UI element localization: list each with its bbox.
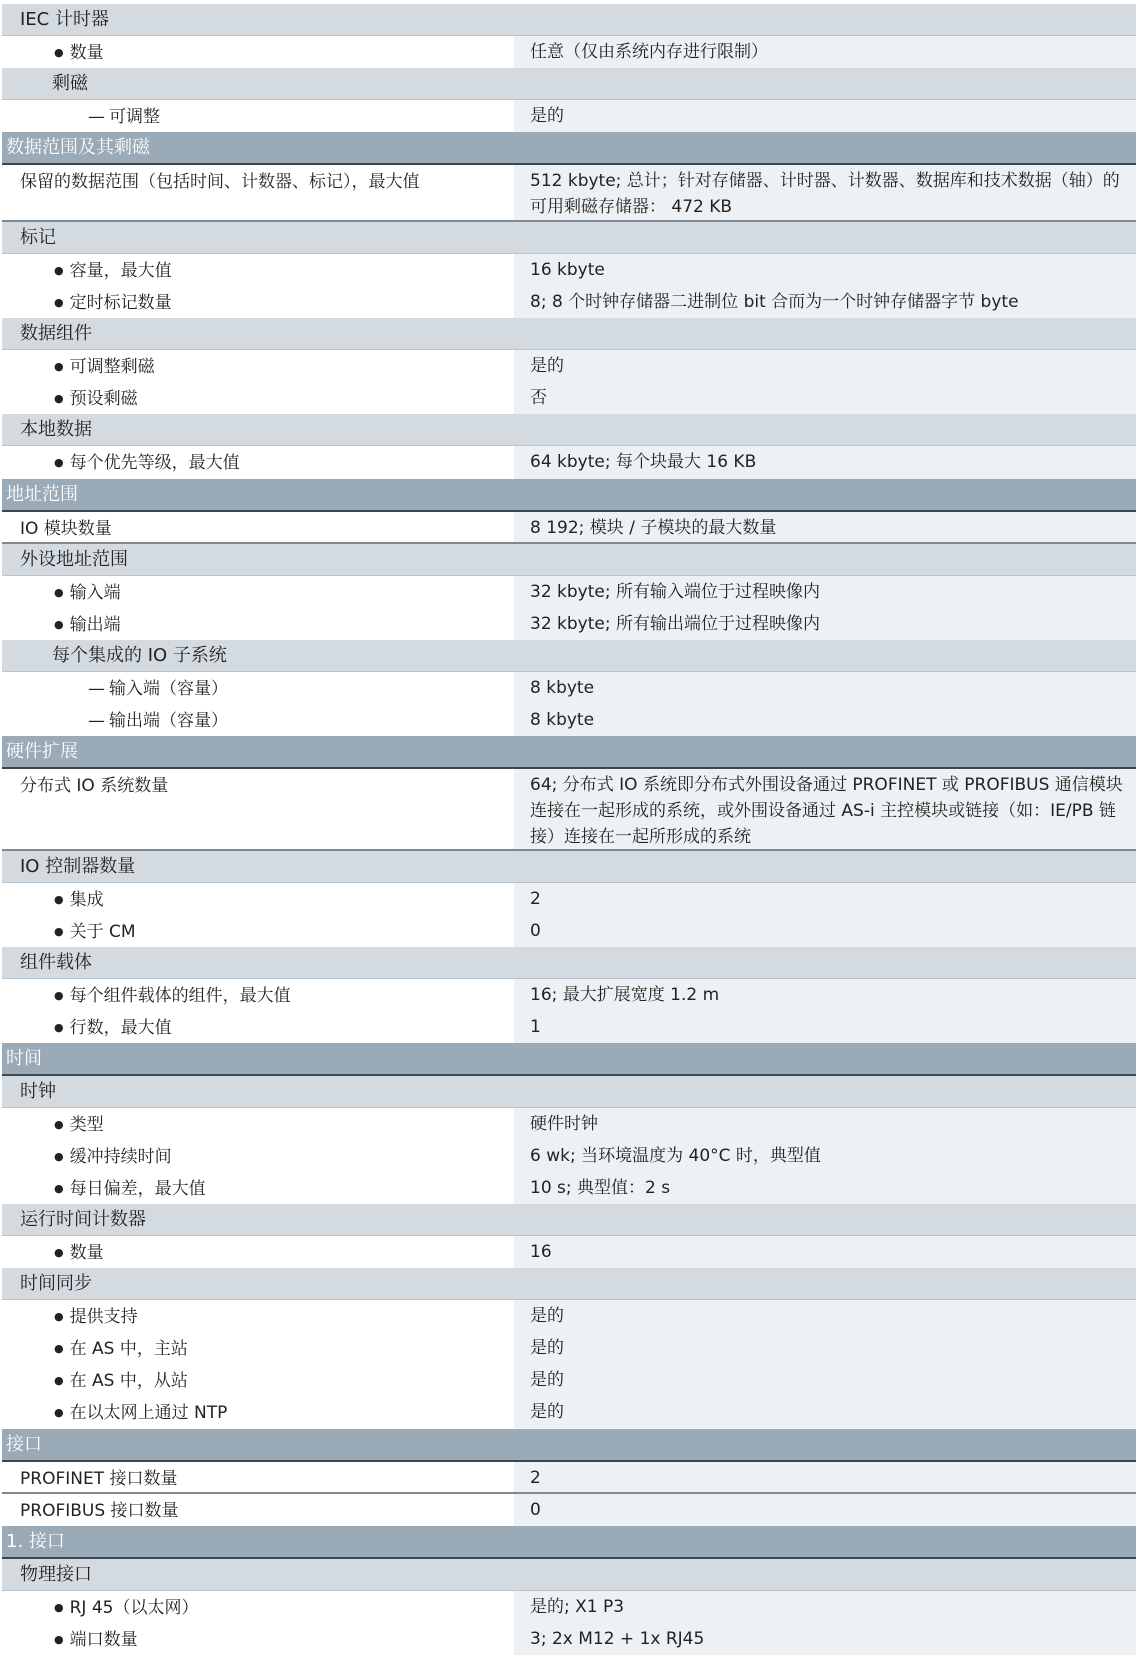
table-row — [2, 165, 1136, 222]
section-header — [2, 1043, 1136, 1076]
spec-value: 是的 — [514, 1396, 1136, 1429]
spec-value: 512 kbyte; 总计；针对存储器、计时器、计数器、数据库和技术数据（轴）的可用剩磁存储器： 472 KB — [514, 165, 1136, 220]
table-row — [2, 36, 1136, 68]
spec-value: 6 wk; 当环境温度为 40°C 时，典型值 — [514, 1140, 1136, 1172]
table-row — [2, 1462, 1136, 1494]
table-row — [2, 576, 1136, 608]
label-text: ● 数量 — [54, 43, 104, 63]
table-row — [2, 1332, 1136, 1364]
spec-label — [2, 286, 514, 318]
spec-value: 10 s; 典型值：2 s — [514, 1172, 1136, 1204]
spec-value: 32 kbyte; 所有输出端位于过程映像内 — [514, 608, 1136, 640]
spec-value: 8; 8 个时钟存储器二进制位 bit 合而为一个时钟存储器字节 byte — [514, 286, 1136, 318]
group-header — [2, 544, 1136, 576]
header-label — [2, 1562, 92, 1588]
spec-label — [2, 1494, 514, 1526]
header-label — [2, 547, 128, 573]
label-text: ● 可调整剩磁 — [54, 357, 155, 377]
spec-table — [2, 0, 1136, 1655]
label-text: IO 模块数量 — [20, 519, 112, 539]
spec-label — [2, 1332, 514, 1364]
table-row — [2, 1236, 1136, 1268]
table-row — [2, 769, 1136, 851]
spec-value: 2 — [514, 1462, 1136, 1492]
spec-label — [2, 576, 514, 608]
spec-label — [2, 883, 514, 915]
label-text: ● 每个组件载体的组件，最大值 — [54, 986, 291, 1006]
table-row — [2, 1623, 1136, 1655]
spec-label — [2, 254, 514, 286]
label-text: 硬件扩展 — [6, 740, 78, 762]
label-text: 运行时间计数器 — [20, 1208, 146, 1230]
table-row — [2, 100, 1136, 132]
label-text: — 输出端（容量） — [88, 711, 228, 731]
spec-label — [2, 512, 514, 542]
spec-value: 任意（仅由系统内存进行限制） — [514, 36, 1136, 68]
table-row — [2, 1494, 1136, 1526]
label-text: PROFINET 接口数量 — [20, 1469, 178, 1489]
label-text: 时间 — [6, 1047, 42, 1069]
table-row — [2, 1300, 1136, 1332]
spec-label — [2, 608, 514, 640]
table-row — [2, 608, 1136, 640]
table-row — [2, 915, 1136, 947]
group-header — [2, 1559, 1136, 1591]
spec-value: 2 — [514, 883, 1136, 915]
spec-value: 是的; X1 P3 — [514, 1591, 1136, 1623]
spec-value: 8 192; 模块 / 子模块的最大数量 — [514, 512, 1136, 542]
label-text: ● 端口数量 — [54, 1630, 138, 1650]
spec-label — [2, 1300, 514, 1332]
header-label — [2, 1271, 92, 1297]
table-row — [2, 1108, 1136, 1140]
label-text: ● 行数，最大值 — [54, 1018, 172, 1038]
group-header — [2, 947, 1136, 979]
header-label — [2, 1079, 56, 1105]
spec-value: 1 — [514, 1011, 1136, 1043]
label-text: 保留的数据范围（包括时间、计数器、标记），最大值 — [20, 172, 420, 192]
label-text: ● 在以太网上通过 NTP — [54, 1403, 227, 1423]
group-header — [2, 1268, 1136, 1300]
label-text: IEC 计时器 — [20, 8, 109, 30]
label-text: ● 数量 — [54, 1243, 104, 1263]
label-text: 地址范围 — [6, 483, 78, 505]
label-text: ● 定时标记数量 — [54, 293, 172, 313]
label-text: ● 每个优先等级，最大值 — [54, 453, 240, 473]
section-header — [2, 132, 1136, 165]
spec-label — [2, 36, 514, 68]
header-label — [2, 1529, 65, 1555]
label-text: — 可调整 — [88, 107, 160, 127]
label-text: ● RJ 45（以太网） — [54, 1598, 198, 1618]
group-header — [2, 222, 1136, 254]
label-text: ● 每日偏差，最大值 — [54, 1179, 206, 1199]
table-row — [2, 1172, 1136, 1204]
label-text: 1. 接口 — [6, 1530, 65, 1552]
label-text: 标记 — [20, 226, 56, 248]
section-header — [2, 479, 1136, 512]
spec-value: 32 kbyte; 所有输入端位于过程映像内 — [514, 576, 1136, 608]
label-text: — 输入端（容量） — [88, 679, 228, 699]
table-row — [2, 350, 1136, 382]
group-header — [2, 1204, 1136, 1236]
spec-label — [2, 769, 514, 849]
label-text: PROFIBUS 接口数量 — [20, 1501, 179, 1521]
label-text: 每个集成的 IO 子系统 — [52, 644, 227, 666]
spec-value: 是的 — [514, 1332, 1136, 1364]
group-header — [2, 414, 1136, 446]
spec-value: 是的 — [514, 100, 1136, 132]
table-row — [2, 254, 1136, 286]
label-text: ● 输出端 — [54, 615, 121, 635]
header-label — [2, 225, 56, 251]
table-row — [2, 672, 1136, 704]
group-header — [2, 318, 1136, 350]
spec-label — [2, 165, 514, 220]
label-text: 外设地址范围 — [20, 548, 128, 570]
group-header — [2, 851, 1136, 883]
label-text: 本地数据 — [20, 418, 92, 440]
table-row — [2, 883, 1136, 915]
spec-value: 16 — [514, 1236, 1136, 1268]
spec-label — [2, 446, 514, 479]
table-row — [2, 1140, 1136, 1172]
header-label — [2, 1046, 42, 1072]
spec-value: 8 kbyte — [514, 672, 1136, 704]
section-header — [2, 1429, 1136, 1462]
spec-label — [2, 979, 514, 1011]
spec-label — [2, 382, 514, 414]
header-label — [2, 643, 227, 669]
label-text: 接口 — [6, 1433, 42, 1455]
label-text: 剩磁 — [52, 72, 88, 94]
label-text: ● 类型 — [54, 1115, 104, 1135]
spec-label — [2, 1591, 514, 1623]
section-header — [2, 1526, 1136, 1559]
spec-label — [2, 672, 514, 704]
label-text: ● 在 AS 中，主站 — [54, 1339, 188, 1359]
header-label — [2, 739, 78, 765]
spec-label — [2, 1108, 514, 1140]
spec-value: 否 — [514, 382, 1136, 414]
label-text: IO 控制器数量 — [20, 855, 136, 877]
label-text: 时间同步 — [20, 1272, 92, 1294]
spec-label — [2, 1623, 514, 1655]
spec-value: 是的 — [514, 1364, 1136, 1396]
spec-label — [2, 1462, 514, 1492]
header-label — [2, 482, 78, 508]
table-row — [2, 512, 1136, 544]
spec-label — [2, 1172, 514, 1204]
label-text: ● 集成 — [54, 890, 104, 910]
header-label — [2, 1432, 42, 1458]
table-row — [2, 446, 1136, 479]
table-row — [2, 1396, 1136, 1429]
section-header — [2, 736, 1136, 769]
spec-value: 64; 分布式 IO 系统即分布式外围设备通过 PROFINET 或 PROFIBUS 通信模块连接在一起形成的系统，或外围设备通过 AS-i 主控模块或链接（如：IE/PB 链接）连接在一起所形成的系统 — [514, 769, 1136, 849]
spec-value: 8 kbyte — [514, 704, 1136, 736]
spec-value: 64 kbyte; 每个块最大 16 KB — [514, 446, 1136, 479]
spec-value: 0 — [514, 1494, 1136, 1526]
group-header — [2, 1076, 1136, 1108]
label-text: 数据组件 — [20, 322, 92, 344]
label-text: 分布式 IO 系统数量 — [20, 776, 169, 796]
header-label — [2, 321, 92, 347]
header-label — [2, 854, 135, 880]
spec-value: 3; 2x M12 + 1x RJ45 — [514, 1623, 1136, 1655]
table-row — [2, 382, 1136, 414]
table-row — [2, 1011, 1136, 1043]
label-text: ● 容量，最大值 — [54, 261, 172, 281]
table-row — [2, 286, 1136, 318]
label-text: ● 缓冲持续时间 — [54, 1147, 172, 1167]
spec-label — [2, 1364, 514, 1396]
spec-label — [2, 1140, 514, 1172]
label-text: 物理接口 — [20, 1563, 92, 1585]
label-text: 组件载体 — [20, 951, 92, 973]
table-row — [2, 1591, 1136, 1623]
header-label — [2, 135, 150, 161]
label-text: ● 预设剩磁 — [54, 389, 138, 409]
spec-value: 0 — [514, 915, 1136, 947]
spec-value: 是的 — [514, 350, 1136, 382]
group-header — [2, 68, 1136, 100]
header-label — [2, 1207, 146, 1233]
table-row — [2, 1364, 1136, 1396]
spec-label — [2, 350, 514, 382]
header-label — [2, 417, 92, 443]
table-row — [2, 704, 1136, 736]
label-text: 数据范围及其剩磁 — [6, 136, 150, 158]
label-text: 时钟 — [20, 1080, 56, 1102]
spec-label — [2, 100, 514, 132]
spec-label — [2, 704, 514, 736]
label-text: ● 关于 CM — [54, 922, 136, 942]
spec-label — [2, 1011, 514, 1043]
group-header — [2, 4, 1136, 36]
spec-value: 是的 — [514, 1300, 1136, 1332]
spec-label — [2, 1236, 514, 1268]
group-header — [2, 640, 1136, 672]
label-text: ● 输入端 — [54, 583, 121, 603]
spec-value: 16 kbyte — [514, 254, 1136, 286]
label-text: ● 提供支持 — [54, 1307, 138, 1327]
header-label — [2, 950, 92, 976]
spec-value: 16; 最大扩展宽度 1.2 m — [514, 979, 1136, 1011]
spec-label — [2, 1396, 514, 1429]
spec-value: 硬件时钟 — [514, 1108, 1136, 1140]
table-row — [2, 979, 1136, 1011]
header-label — [2, 71, 88, 97]
spec-label — [2, 915, 514, 947]
header-label — [2, 7, 109, 33]
label-text: ● 在 AS 中，从站 — [54, 1371, 188, 1391]
